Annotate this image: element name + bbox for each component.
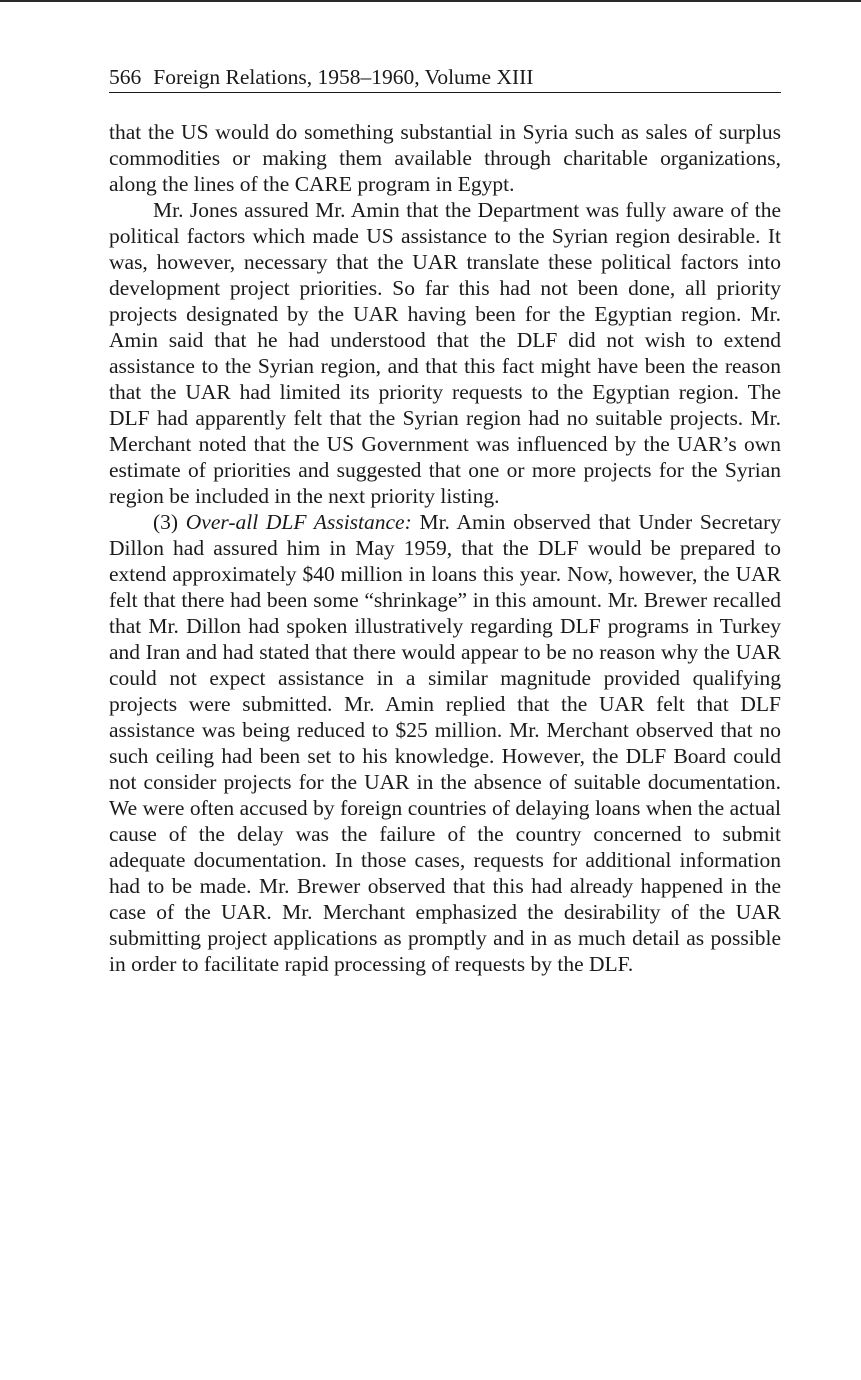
paragraph-dlf-assistance: [109, 509, 781, 977]
paragraph-text: Mr. Jones assured Mr. Amin that the Department was fully aware of the political factors which made US assistance to the Syrian region desirable. It was, however, necessary that the UAR translate these political factors into development project priorities. So far this had not been done, all priority projects designated by the UAR having been for the Egyptian region. Mr. Amin said that he had understood that the DLF did not wish to extend assistance to the Syrian region, and that this fact might have been the reason that the UAR had limited its priority requests to the Egyptian region. The DLF had apparently felt that the Syrian region had no suitable projects. Mr. Merchant noted that the US Government was influenced by the UAR’s own estimate of priorities and suggested that one or more projects for the Syrian region be included in the next priority listing.: [109, 198, 781, 508]
body-text: [109, 119, 781, 977]
running-head: [109, 62, 781, 93]
section-heading: Over-all DLF Assistance:: [185, 510, 412, 534]
paragraph-text: Mr. Amin observed that Under Secretary Dillon had assured him in May 1959, that the DLF would be prepared to extend approximately $40 million in loans this year. Now, however, the UAR felt that there had been some “shrinkage” in this amount. Mr. Brewer recalled that Mr. Dillon had spoken illustratively regarding DLF programs in Turkey and Iran and had stated that there would appear to be no reason why the UAR could not expect assistance in a similar magnitude provided qualifying projects were submitted. Mr. Amin replied that the UAR felt that DLF assistance was being reduced to $25 million. Mr. Merchant observed that no such ceiling had been set to his knowledge. However, the DLF Board could not consider projects for the UAR in the absence of suitable documentation. We were often accused by foreign countries of delaying loans when the actual cause of the delay was the failure of the country concerned to submit adequate documentation. In those cases, requests for additional information had to be made. Mr. Brewer observed that this had already happened in the case of the UAR. Mr. Merchant emphasized the desirability of the UAR submitting project applications as promptly and in as much detail as possible in order to facilitate rapid processing of requests by the DLF.: [109, 510, 781, 976]
paragraph-continuation: [109, 119, 781, 197]
page-number: 566: [109, 65, 142, 89]
paragraph-jones-amin: [109, 197, 781, 509]
paragraph-text: that the US would do something substantial in Syria such as sales of surplus commodities or making them available through charitable organizations, along the lines of the CARE program in Egypt.: [109, 120, 781, 196]
section-number: (3): [153, 510, 186, 534]
volume-title: Foreign Relations, 1958–1960, Volume XIII: [153, 65, 534, 89]
top-border-rule: [0, 0, 861, 2]
